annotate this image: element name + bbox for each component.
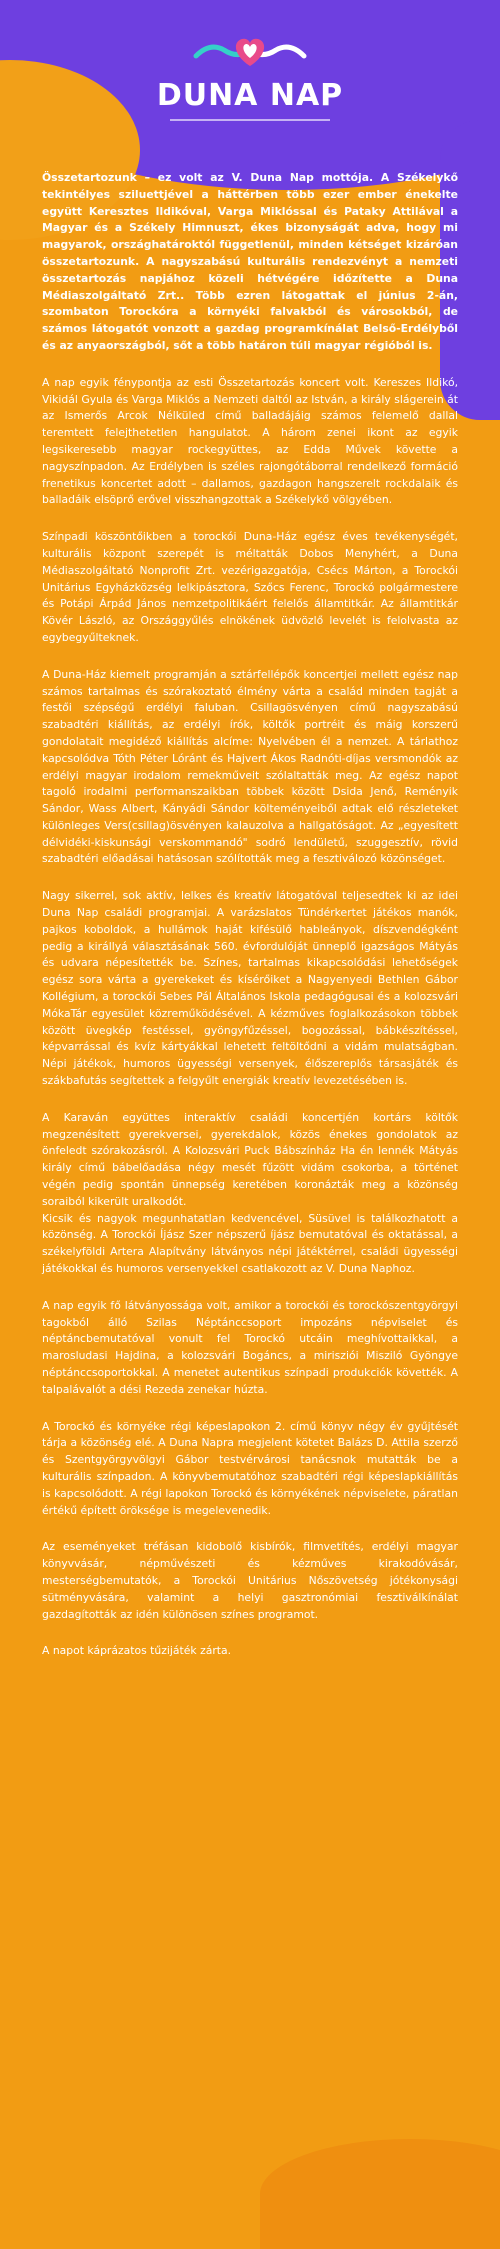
paragraph-greetings: Színpadi köszöntőikben a torockói Duna-Ház egész éves tevékenységét, kulturális központ szerepét is méltatták Dobos Menyhért, a Duna Médiaszolgáltató Nonprofit Zrt. vezérigazgatója, Csécs Márton, a Torockói Unitárius Egyházközség lelkipásztora, Szőcs Ferenc, Torockó polgármestere és Potápi Árpád János nemzetpolitikáért felelős államtitkár. Az államtitkár Kövér László, az Országgyűlés elnökének üdvözlő levelét is felolvasta az egybegyűlteknek. bbox=[42, 530, 458, 644]
article-intro: Összetartozunk – ez volt az V. Duna Nap mottója. A Székelykő tekintélyes sziluettjével a háttérben több ezer ember énekelte együtt Keresztes Ildikóval, Varga Miklóssal és Pataky Attilával a Magyar és a Székely Himnuszt, ékes bizonyságát adva, hogy mi magyarok, országhatároktól függetlenül, minden kétséget kizáróan összetartozunk. A nagyszabású kulturális rendezvényt a nemzeti összetartozás napjához közeli hétvégére időzítette a Duna Médiaszolgáltató Zrt.. Több ezren látogattak el június 2-án, szombaton Torockóra a környéki falvakból és városokból, de számos látogatót vonzott a gazdag programkínálat Belső-Erdélyből és az anyaországból, sőt a több határon túli magyar régióból is. bbox=[42, 171, 458, 352]
logo-text: DUNA NAP bbox=[156, 78, 344, 113]
decorative-blob-bottom bbox=[260, 2139, 500, 2249]
paragraph-program: A Duna-Ház kiemelt programján a sztárfellépők koncertjei mellett egész nap számos tartalmas és szórakoztató élmény várta a család minden tagját a festői szépségű erdélyi faluban. Csillagösvényen című nagyszabású szabadtéri kiállítás, az erdélyi írók, költők portréit és máig korszerű gondolatait megidéző kiállítás alcíme: Nyelvében él a nemzet. A tárlathoz kapcsolódva Tóth Péter Lóránt és Hajvert Ákos Radnóti-díjas versmondók az erdélyi magyar irodalom remekműveit szólaltatták meg. Az egész napot tagoló irodalmi performanszaikban többek között Dsida Jenő, Reményik Sándor, Wass Albert, Kányádi Sándor költeményeiből adtak elő részleteket különleges Vers(csillag)ösvényen kalauzolva a hallgatóságot. Az „egyesített délvidéki-kiskunsági verskommandó" sodró lendületű, szuggesztív, rövid szabadtéri előadásai hatásosan szólították meg a fesztiválozó közönséget. bbox=[42, 667, 458, 866]
article-body bbox=[42, 170, 458, 1680]
paragraph-susu: Kicsik és nagyok megunhatatlan kedvencével, Süsüvel is találkozhatott a közönség. A Torockói Íjász Szer népszerű íjász bemutatóval és oktatással, a székelyföldi Artera Alapítvány látványos népi játéktérrel, családi ügyességi játékokkal és humoros versenyekkel csatlakozott az V. Duna Naphoz. bbox=[42, 1211, 458, 1276]
paragraph-folkdance: A nap egyik fő látványossága volt, amikor a torockói és torockószentgyörgyi tagokból álló Szilas Néptánccsoport impozáns népviselet és néptáncbemutatóval vonult fel Torockó utcáin meghívottaikkal, a marosludasi Hajdina, a kolozsvári Bogáncs, a mirisziói Misziló Gyöngye néptánccsoportokkal. A menetet autentikus színpadi produkciók követték. A talpalávalót a dési Rezeda zenekar húzta. bbox=[42, 1298, 458, 1396]
paragraph-events: Az eseményeket tréfásan kidobolő kisbírók, filmvetítés, erdélyi magyar könyvvásár, népművészeti és kézműves kirakodóvásár, mesterségbemutatók, a Torockói Unitárius Nőszövetség jótékonysági sütményvására, valamint a helyi gasztronómiai fesztiválkínálat gazdagították az idén különösen színes programot. bbox=[42, 1540, 458, 1621]
paragraph-karavan: A Karaván együttes interaktív családi koncertjén kortárs költők megzenésített gyerekversei, gyerekdalok, közös énekes gondolatok az önfeledt szórakozásról. A Kolozsvári Puck Bábszínház Ha én lennék Mátyás király című bábelőadása négy mesét fűzött vidám csokorba, a történet végén pedig spontán ünnepség keretében koronázták meg a közönség soraiból kikerült uralkodót. bbox=[42, 1110, 458, 1208]
paragraph-family: Nagy sikerrel, sok aktív, lelkes és kreatív látogatóval teljesedtek ki az idei Duna Nap családi programjai. A varázslatos Tündérkertet játékos manók, pajkos koboldok, a hullámok haját kifésülő hableányok, díszvendégként pedig a királlyá választásának 560. évfordulóját ünneplő igazságos Mátyás és udvara népesítették be. Színes, tartalmas kikapcsolódási lehetőségek egész sora várta a gyerekeket és kísérőiket a Nagyenyedi Bethlen Gábor Kollégium, a torockói Sebes Pál Általános Iskola pedagógusai és a kolozsvári MókaTár egyesület közreműködésével. A kézműves foglalkozásokon többek között üvegkép festéssel, gyöngyfűzéssel, bogozással, bábkészítéssel, képvarrással és kvíz kártyákkal lehetett feltöltődni a vidám mulatságban. Népi játékok, humoros ügyességi versenyek, élőszereplős társasjáték és szákbafutás segítettek a felgyűlt energiák kreatív levezetésében is. bbox=[42, 889, 458, 1088]
heart-wave-logo-icon bbox=[190, 28, 310, 72]
duna-nap-logo bbox=[0, 28, 500, 121]
paragraph-concert: A nap egyik fénypontja az esti Összetartozás koncert volt. Kereszes Ildikó, Vikidál Gyula és Varga Miklós a Nemzeti daltól az István, a király slágerein át az Ismerős Arcok Nélküled című balladájáig számos felemelő dallal teremtett felejthetetlen hangulatot. A három zenei ikont az egyik legsikeresebb magyar rockegyüttes, az Edda Művek követte a nagyszínpadon. Az Erdélyben is széles rajongótáborral rendelkező formáció frenetikus koncertet adott – dallamos, gazdagon hangszerelt rockdalaik és balladáik elsöprő erővel visszhangzottak a Székelykő völgyében. bbox=[42, 375, 458, 507]
paragraph-fireworks: A napot káprázatos tűzijáték zárta. bbox=[42, 1644, 232, 1658]
logo-underline bbox=[170, 119, 330, 121]
paragraph-postcards: A Torockó és környéke régi képeslapokon 2. című könyv négy év gyűjtését tárja a közönség elé. A Duna Napra megjelent kötetet Balázs D. Attila szerző és Szentgyörgyvölgyi Gábor testvérvárosi tanácsnok mutatták be a kulturális színpadon. A könyvbemutatóhoz szabadtéri régi képeslapkiállítás is kapcsolódott. A régi lapokon Torockó és környékének népviselete, páratlan értékű épített öröksége is megelevenedik. bbox=[42, 1419, 458, 1517]
